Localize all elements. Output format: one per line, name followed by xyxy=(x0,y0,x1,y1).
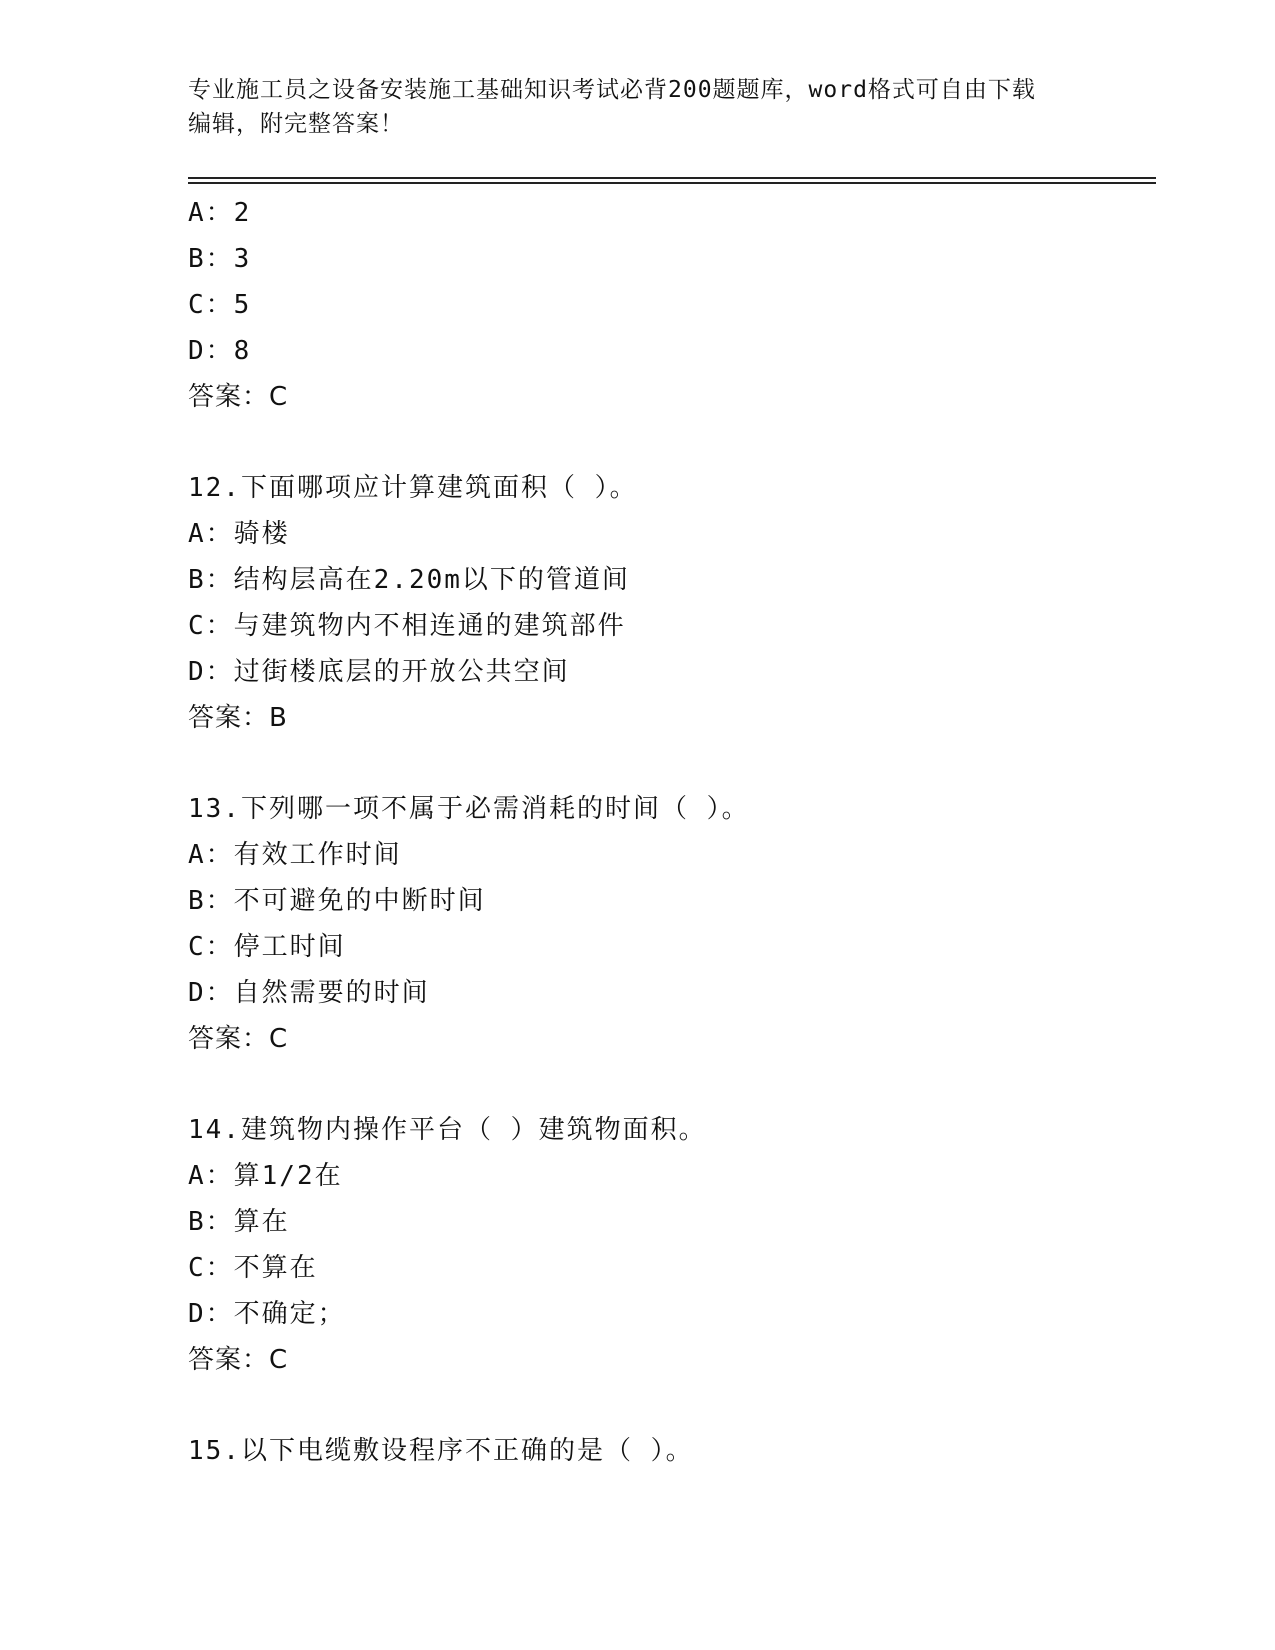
answer-line: 答案：C xyxy=(188,1024,289,1054)
question-text: 14.建筑物内操作平台（ ）建筑物面积。 xyxy=(188,1115,707,1145)
option-a: A：骑楼 xyxy=(188,519,290,549)
question-block-13 xyxy=(188,786,1148,1062)
option-b: B：3 xyxy=(188,244,252,274)
question-spacer xyxy=(188,741,1148,786)
question-list xyxy=(188,190,1148,1474)
option-d: D：不确定； xyxy=(188,1299,346,1329)
header-title-line-2: 编辑，附完整答案！ xyxy=(188,111,404,137)
option-d: D：自然需要的时间 xyxy=(188,978,430,1008)
option-a: A：有效工作时间 xyxy=(188,840,402,870)
question-block-15 xyxy=(188,1428,1148,1474)
option-c: C：与建筑物内不相连通的建筑部件 xyxy=(188,611,626,641)
option-a: A：2 xyxy=(188,198,252,228)
document-header xyxy=(188,73,1088,141)
answer-line: 答案：C xyxy=(188,1345,289,1375)
option-b: B：结构层高在2.20m以下的管道间 xyxy=(188,565,630,595)
question-block-14 xyxy=(188,1107,1148,1383)
question-spacer xyxy=(188,420,1148,465)
option-c: C：不算在 xyxy=(188,1253,318,1283)
option-c: C：停工时间 xyxy=(188,932,346,962)
header-divider-top xyxy=(188,177,1156,179)
question-text: 12.下面哪项应计算建筑面积（ ）。 xyxy=(188,473,638,503)
header-title-line-1: 专业施工员之设备安装施工基础知识考试必背200题题库，word格式可自由下载 xyxy=(188,77,1036,103)
option-c: C：5 xyxy=(188,290,252,320)
option-b: B：算在 xyxy=(188,1207,290,1237)
header-divider-bottom xyxy=(188,182,1156,184)
option-d: D：过街楼底层的开放公共空间 xyxy=(188,657,570,687)
answer-line: 答案：C xyxy=(188,382,289,412)
question-spacer xyxy=(188,1383,1148,1428)
question-text: 15.以下电缆敷设程序不正确的是（ ）。 xyxy=(188,1436,694,1466)
answer-line: 答案：B xyxy=(188,703,288,733)
option-a: A：算1/2在 xyxy=(188,1161,343,1191)
option-d: D：8 xyxy=(188,336,252,366)
question-block-12 xyxy=(188,465,1148,741)
option-b: B：不可避免的中断时间 xyxy=(188,886,486,916)
question-spacer xyxy=(188,1062,1148,1107)
question-text: 13.下列哪一项不属于必需消耗的时间（ ）。 xyxy=(188,794,750,824)
question-block-11 xyxy=(188,190,1148,420)
